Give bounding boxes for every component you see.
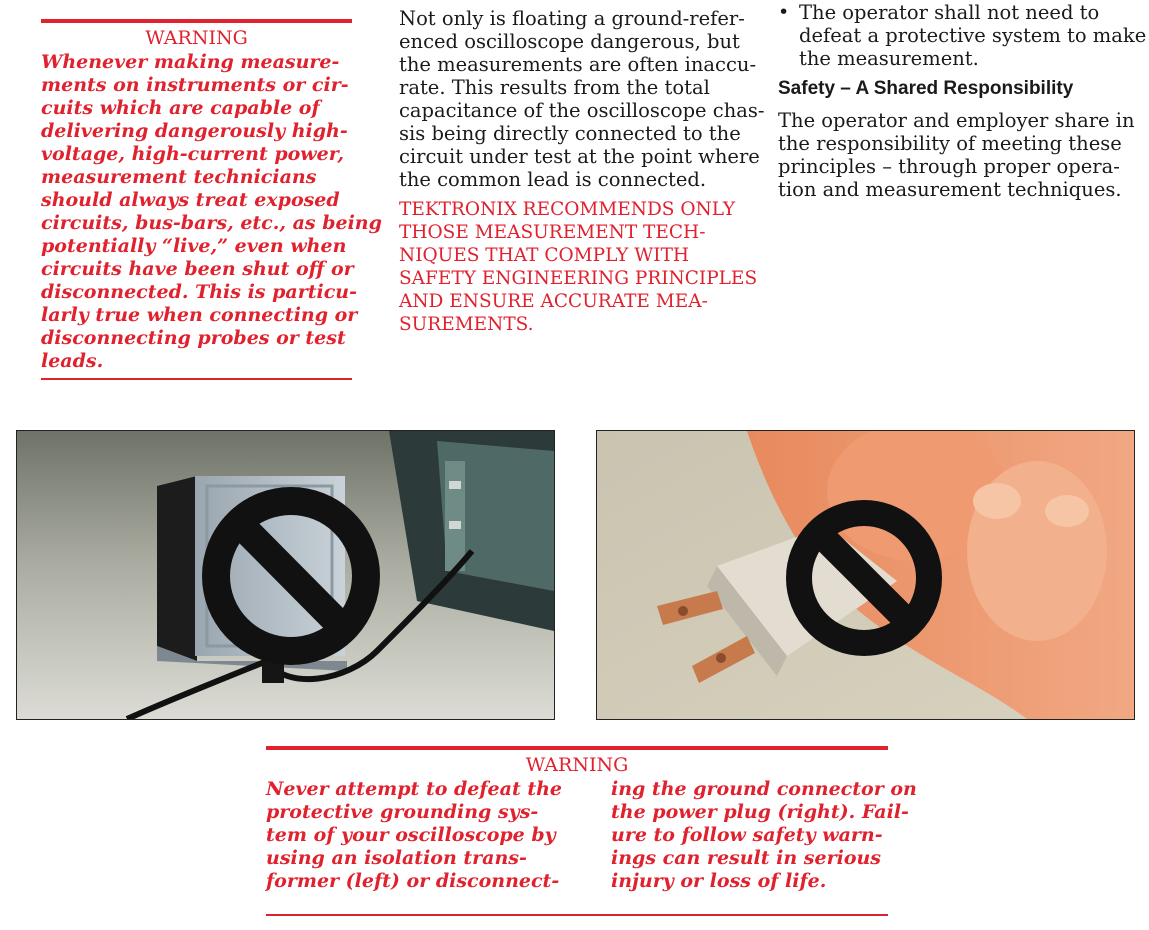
bottom-warning-col1 xyxy=(266,778,606,893)
text-line: AND ENSURE ACCURATE MEA- xyxy=(399,291,708,312)
text-line: the measurements are often inaccu- xyxy=(399,53,757,76)
text-line: injury or loss of life. xyxy=(611,870,827,892)
text-line: capacitance of the oscilloscope chas- xyxy=(399,99,765,122)
text-line: ments on instruments or cir- xyxy=(41,74,349,96)
text-line: defeat a protective system to make xyxy=(799,24,1147,47)
bottom-warning-title: WARNING xyxy=(525,754,629,776)
bottom-warning-bottom-rule xyxy=(266,914,888,916)
text-line: using an isolation trans- xyxy=(266,847,527,869)
text-line: the measurement. xyxy=(799,47,979,70)
floating-explanation xyxy=(399,7,769,191)
text-line: tion and measurement techniques. xyxy=(778,178,1122,201)
warning-title: WARNING xyxy=(145,27,248,49)
text-line: the responsibility of meeting these xyxy=(778,132,1122,155)
text-line: the common lead is connected. xyxy=(399,168,707,191)
text-line: cuits which are capable of xyxy=(41,97,320,119)
text-line: leads. xyxy=(41,350,104,372)
bottom-warning-top-rule xyxy=(266,746,888,750)
isolation-transformer-illustration xyxy=(17,431,554,719)
text-line: disconnecting probes or test xyxy=(41,327,346,349)
text-line: SUREMENTS. xyxy=(399,314,534,335)
text-line: disconnected. This is particu- xyxy=(41,281,357,303)
text-line: voltage, high-current power, xyxy=(41,143,344,165)
text-line: enced oscilloscope dangerous, but xyxy=(399,30,740,53)
text-line: circuit under test at the point where xyxy=(399,145,760,168)
tektronix-recommendation xyxy=(399,198,769,336)
text-line: Not only is floating a ground-refer- xyxy=(399,7,745,30)
text-line: larly true when connecting or xyxy=(41,304,358,326)
text-line: the power plug (right). Fail- xyxy=(611,801,909,823)
bullet-dot: • xyxy=(778,1,790,23)
shared-responsibility-text xyxy=(778,109,1143,201)
text-line: SAFETY ENGINEERING PRINCIPLES xyxy=(399,268,758,289)
text-line: ings can result in serious xyxy=(611,847,881,869)
text-line: potentially “live,” even when xyxy=(41,235,347,257)
text-line: former (left) or disconnect- xyxy=(266,870,560,892)
text-line: Whenever making measure- xyxy=(41,51,340,73)
text-line: circuits have been shut off or xyxy=(41,258,354,280)
text-line: should always treat exposed xyxy=(41,189,340,211)
warning-bottom-rule xyxy=(41,378,352,380)
power-plug-photo xyxy=(596,430,1135,720)
text-line: The operator shall not need to xyxy=(799,1,1100,24)
bottom-warning-col2 xyxy=(611,778,917,893)
text-line: rate. This results from the total xyxy=(399,76,710,99)
text-line: tem of your oscilloscope by xyxy=(266,824,556,846)
text-line: measurement technicians xyxy=(41,166,317,188)
warning-text xyxy=(41,51,382,373)
text-line: protective grounding sys- xyxy=(266,801,539,823)
text-line: TEKTRONIX RECOMMENDS ONLY xyxy=(399,199,736,220)
text-line: ure to follow safety warn- xyxy=(611,824,883,846)
warning-top-rule xyxy=(41,19,352,23)
section-heading: Safety – A Shared Responsibility xyxy=(778,78,1074,99)
text-line: NIQUES THAT COMPLY WITH xyxy=(399,245,690,266)
power-plug-illustration xyxy=(597,431,1134,719)
isolation-transformer-photo xyxy=(16,430,555,720)
text-line: sis being directly connected to the xyxy=(399,122,741,145)
text-line: The operator and employer share in xyxy=(778,109,1135,132)
text-line: THOSE MEASUREMENT TECH- xyxy=(399,222,706,243)
text-line: delivering dangerously high- xyxy=(41,120,348,142)
text-line: principles – through proper opera- xyxy=(778,155,1120,178)
text-line: Never attempt to defeat the xyxy=(266,778,563,800)
text-line: circuits, bus-bars, etc., as being xyxy=(41,212,382,234)
text-line: ing the ground connector on xyxy=(611,778,917,800)
